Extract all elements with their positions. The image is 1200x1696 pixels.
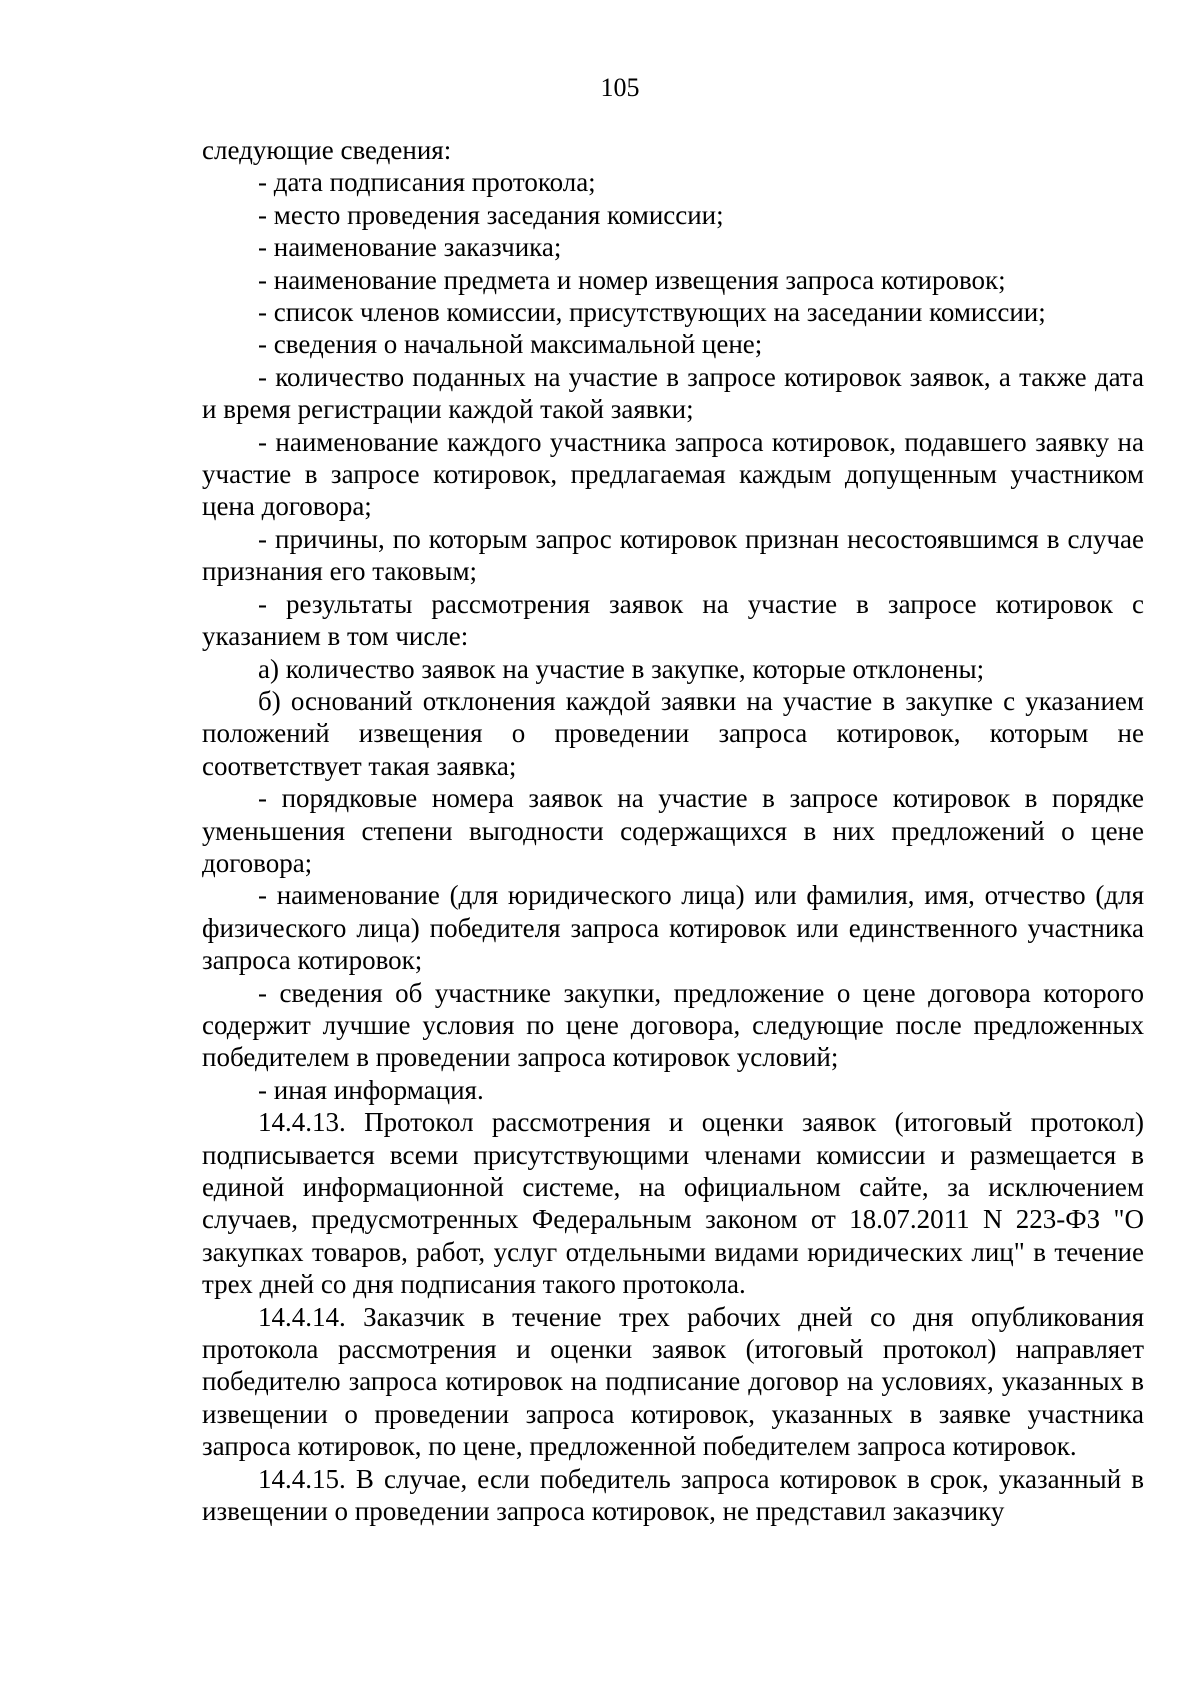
list-item: - результаты рассмотрения заявок на участие в запросе котировок с указанием в том числе: (202, 588, 1144, 652)
list-item: - иная информация. (258, 1074, 484, 1105)
list-item: - место проведения заседания комиссии; (258, 199, 724, 230)
list-item: - наименование предмета и номер извещения запроса котировок; (258, 264, 1006, 295)
list-item: - наименование заказчика; (258, 232, 562, 263)
paragraph: следующие сведения: (202, 135, 452, 165)
list-item: - количество поданных на участие в запросе котировок заявок, а также дата и время регистрации каждой такой заявки; (202, 361, 1144, 425)
list-item: - наименование (для юридического лица) или фамилия, имя, отчество (для физического лица) победителя запроса котировок или единственного участника запроса котировок; (202, 880, 1144, 976)
list-item: - наименование каждого участника запроса котировок, подавшего заявку на участие в запросе котировок, предлагаемая каждым допущенным участником цена договора; (202, 426, 1144, 522)
list-item: - порядковые номера заявок на участие в запросе котировок в порядке уменьшения степени выгодности содержащихся в них предложений о цене договора; (202, 783, 1144, 878)
list-item: - причины, по которым запрос котировок признан несостоявшимся в случае признания его таковым; (202, 523, 1144, 587)
list-item: - сведения о начальной максимальной цене; (258, 329, 763, 360)
list-item: - сведения об участнике закупки, предложение о цене договора которого содержит лучшие условия по цене договора, следующие после предложенных победителем в проведении запроса котировок условий; (202, 977, 1144, 1073)
page-number: 105 (600, 73, 640, 102)
clause-14-4-14: 14.4.14. Заказчик в течение трех рабочих дней со дня опубликования протокола рассмотрения и оценки заявок (итоговый протокол) направляет победителю запроса котировок на подписание договор на условиях, указанных в извещении о проведении запроса котировок, указанных в заявке участника запроса котировок, по цене, предложенной победителем запроса котировок. (202, 1301, 1144, 1462)
sub-list-item: а) количество заявок на участие в закупке, которые отклонены; (258, 653, 985, 684)
document-body (202, 134, 1144, 1527)
sub-list-item: б) оснований отклонения каждой заявки на участие в закупке с указанием положений извещения о проведении запроса котировок, которым не соответствует такая заявка; (202, 685, 1144, 781)
clause-14-4-13: 14.4.13. Протокол рассмотрения и оценки заявок (итоговый протокол) подписывается всеми присутствующими членами комиссии и размещается в единой информационной системе, на официальном сайте, за исключением случаев, предусмотренных Федеральным законом от 18.07.2011 N 223-ФЗ "О закупках товаров, работ, услуг отдельными видами юридических лиц" в течение трех дней со дня подписания такого протокола. (202, 1107, 1144, 1300)
clause-14-4-15: 14.4.15. В случае, если победитель запроса котировок в срок, указанный в извещении о проведении запроса котировок, не представил заказчику (202, 1463, 1144, 1527)
list-item: - список членов комиссии, присутствующих на заседании комиссии; (258, 297, 1046, 328)
list-item: - дата подписания протокола; (258, 167, 596, 198)
